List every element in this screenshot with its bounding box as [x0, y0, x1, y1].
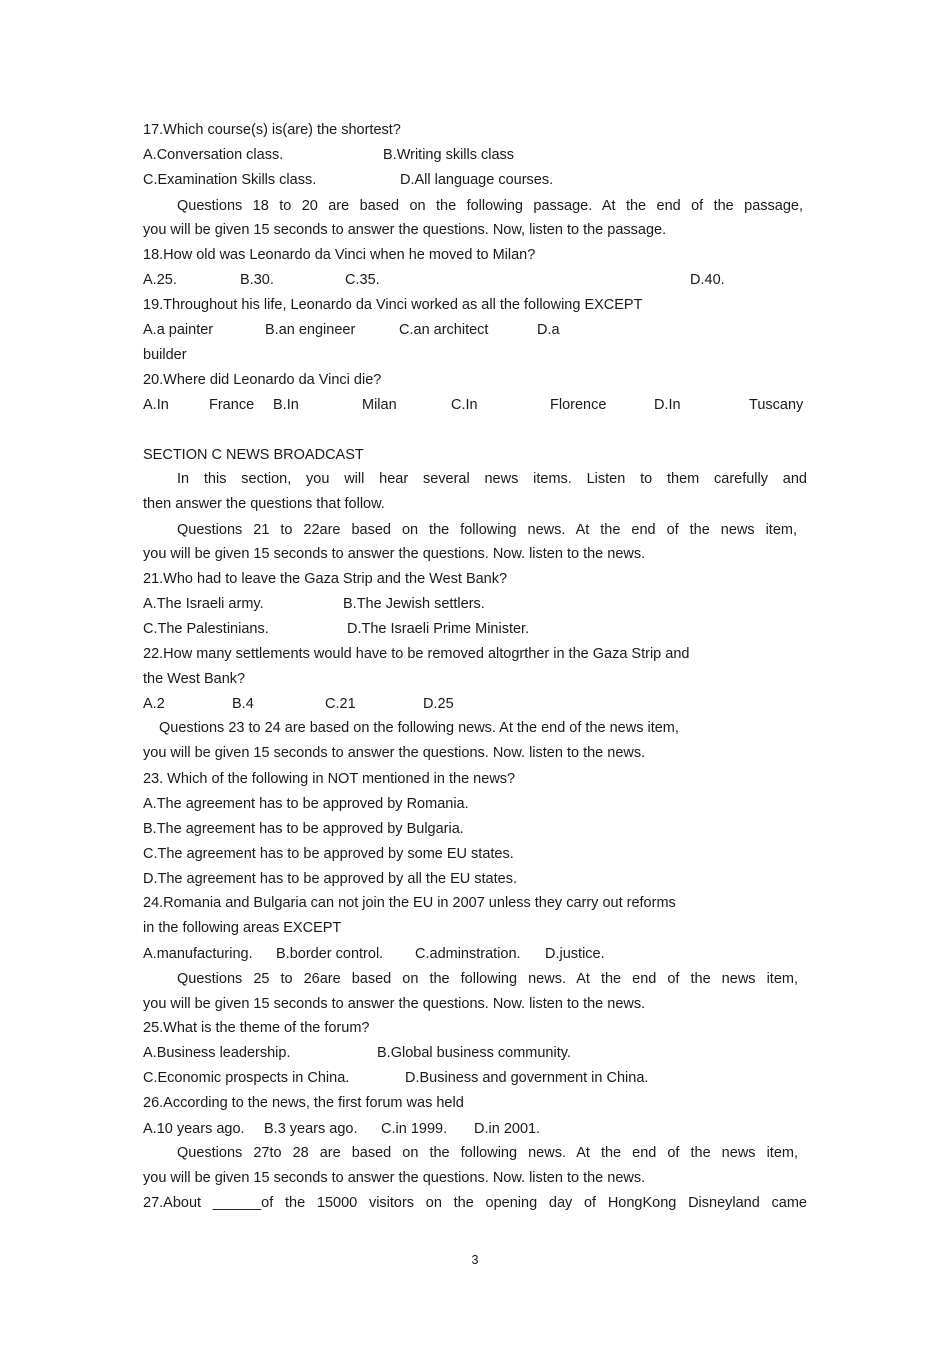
- q25-option-b: B.Global business community.: [377, 1045, 571, 1061]
- q25-option-c: C.Economic prospects in China.: [143, 1070, 350, 1086]
- q19-option-d-continued: builder: [143, 347, 187, 363]
- q18-option-d: D.40.: [690, 272, 725, 288]
- q21-option-b: B.The Jewish settlers.: [343, 596, 485, 612]
- intro-27-28-line-2: you will be given 15 seconds to answer the questions. Now. listen to the news.: [143, 1170, 646, 1186]
- q25-option-d: D.Business and government in China.: [405, 1070, 649, 1086]
- q24-option-a: A.manufacturing.: [143, 946, 253, 962]
- q19-option-a: A.a painter: [143, 322, 214, 338]
- q23-option-b: B.The agreement has to be approved by Bulgaria.: [143, 821, 464, 837]
- q23-option-a: A.The agreement has to be approved by Romania.: [143, 796, 469, 812]
- q22-option-d: D.25: [423, 696, 454, 712]
- question-24-line-1: 24.Romania and Bulgaria can not join the EU in 2007 unless they carry out reforms: [143, 895, 676, 911]
- section-c-title: SECTION C NEWS BROADCAST: [143, 447, 364, 463]
- q20-option-d-label: D.In: [654, 397, 681, 413]
- q20-option-c-text: Florence: [550, 397, 607, 413]
- q25-option-a: A.Business leadership.: [143, 1045, 291, 1061]
- q23-option-d: D.The agreement has to be approved by all the EU states.: [143, 871, 517, 887]
- intro-23-24-line-1: Questions 23 to 24 are based on the following news. At the end of the news item,: [159, 720, 679, 736]
- q20-option-a-label: A.In: [143, 397, 169, 413]
- q26-option-b: B.3 years ago.: [264, 1121, 358, 1137]
- q24-option-d: D.justice.: [545, 946, 605, 962]
- section-c-intro-line-2: then answer the questions that follow.: [143, 496, 385, 512]
- q26-option-c: C.in 1999.: [381, 1121, 448, 1137]
- q21-option-c: C.The Palestinians.: [143, 621, 269, 637]
- q20-option-b-label: B.In: [273, 397, 299, 413]
- q20-option-b-text: Milan: [362, 397, 397, 413]
- intro-25-26-line-2: you will be given 15 seconds to answer the questions. Now. listen to the news.: [143, 996, 646, 1012]
- q21-option-d: D.The Israeli Prime Minister.: [347, 621, 530, 637]
- question-17: 17.Which course(s) is(are) the shortest?: [143, 122, 401, 138]
- q17-option-a: A.Conversation class.: [143, 147, 284, 163]
- question-21: 21.Who had to leave the Gaza Strip and the West Bank?: [143, 571, 508, 587]
- q18-option-a: A.25.: [143, 272, 177, 288]
- question-26: 26.According to the news, the first forum was held: [143, 1095, 464, 1111]
- question-19: 19.Throughout his life, Leonardo da Vinci worked as all the following EXCEPT: [143, 297, 643, 313]
- question-22-line-2: the West Bank?: [143, 671, 246, 687]
- q24-option-c: C.adminstration.: [415, 946, 521, 962]
- question-27: 27.About ______of the 15000 visitors on the opening day of HongKong Disneyland came: [143, 1195, 807, 1211]
- intro-18-20-line-1: Questions 18 to 20 are based on the following passage. At the end of the passage,: [177, 198, 803, 214]
- question-22-line-1: 22.How many settlements would have to be removed altogrther in the Gaza Strip and: [143, 646, 690, 662]
- q17-option-d: D.All language courses.: [400, 172, 554, 188]
- intro-23-24-line-2: you will be given 15 seconds to answer the questions. Now. listen to the news.: [143, 745, 646, 761]
- q20-option-d-text: Tuscany: [749, 397, 804, 413]
- q19-option-b: B.an engineer: [265, 322, 356, 338]
- q18-option-b: B.30.: [240, 272, 274, 288]
- section-c-intro-line-1: In this section, you will hear several news items. Listen to them carefully and: [177, 471, 807, 487]
- q21-option-a: A.The Israeli army.: [143, 596, 264, 612]
- intro-27-28-line-1: Questions 27to 28 are based on the following news. At the end of the news item,: [177, 1145, 798, 1161]
- intro-21-22-line-2: you will be given 15 seconds to answer the questions. Now. listen to the news.: [143, 546, 646, 562]
- q22-option-b: B.4: [232, 696, 254, 712]
- question-20: 20.Where did Leonardo da Vinci die?: [143, 372, 382, 388]
- intro-18-20-line-2: you will be given 15 seconds to answer the questions. Now, listen to the passage.: [143, 222, 667, 238]
- intro-21-22-line-1: Questions 21 to 22are based on the following news. At the end of the news item,: [177, 522, 797, 538]
- q20-option-a-text: France: [209, 397, 255, 413]
- intro-25-26-line-1: Questions 25 to 26are based on the following news. At the end of the news item,: [177, 971, 798, 987]
- q17-option-b: B.Writing skills class: [383, 147, 515, 163]
- q26-option-a: A.10 years ago.: [143, 1121, 245, 1137]
- question-24-line-2: in the following areas EXCEPT: [143, 920, 342, 936]
- question-18: 18.How old was Leonardo da Vinci when he moved to Milan?: [143, 247, 536, 263]
- question-23: 23. Which of the following in NOT mentioned in the news?: [143, 771, 516, 787]
- q26-option-d: D.in 2001.: [474, 1121, 541, 1137]
- question-25: 25.What is the theme of the forum?: [143, 1020, 370, 1036]
- q18-option-c: C.35.: [345, 272, 380, 288]
- q22-option-a: A.2: [143, 696, 165, 712]
- page-number: 3: [471, 1253, 479, 1267]
- q20-option-c-label: C.In: [451, 397, 478, 413]
- q17-option-c: C.Examination Skills class.: [143, 172, 317, 188]
- q19-option-d: D.a: [537, 322, 560, 338]
- q19-option-c: C.an architect: [399, 322, 489, 338]
- q24-option-b: B.border control.: [276, 946, 384, 962]
- q23-option-c: C.The agreement has to be approved by some EU states.: [143, 846, 514, 862]
- q22-option-c: C.21: [325, 696, 356, 712]
